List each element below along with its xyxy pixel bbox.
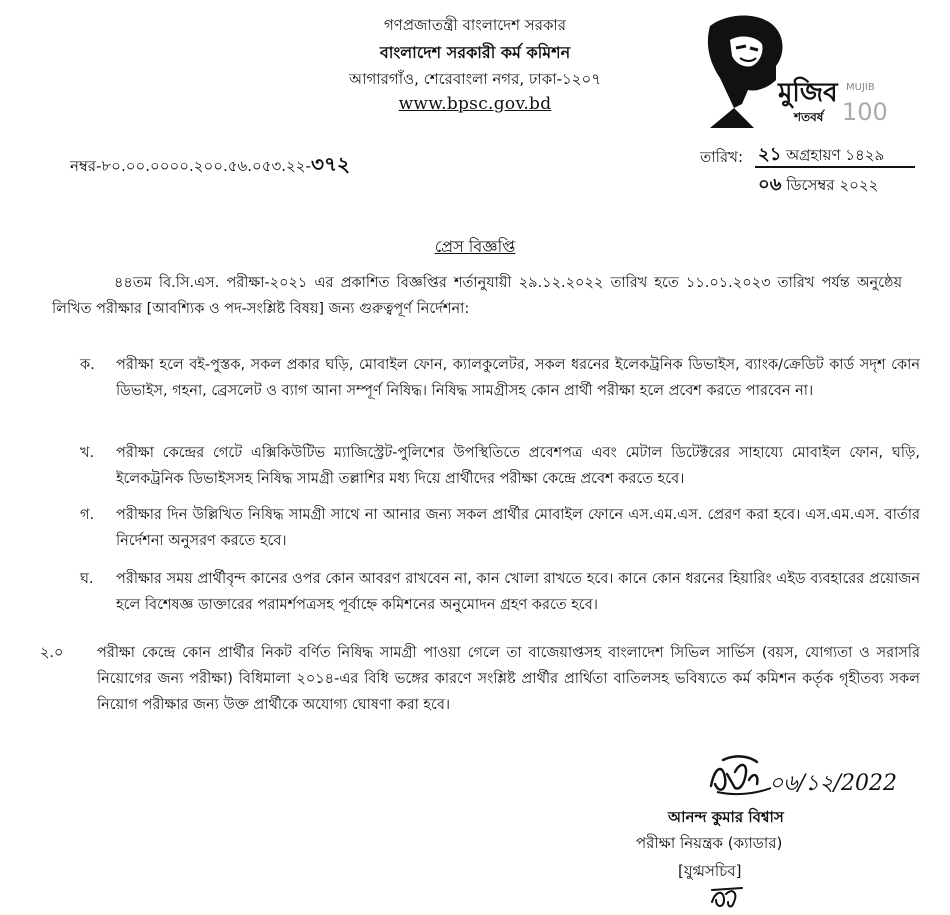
logo-number: 100 <box>842 98 888 126</box>
handwritten-signature <box>705 752 935 802</box>
commission-name: বাংলাদেশ সরকারী কর্ম কমিশন <box>379 43 571 62</box>
logo-text-en: MUJIB <box>846 82 875 93</box>
paragraph-text: পরীক্ষা কেন্দ্রে কোন প্রার্থীর নিকট বর্ণিত নিষিদ্ধ সামগ্রী পাওয়া গেলে তা বাজেয়াপ্তসহ বাংলাদেশ সিভিল সার্ভিস (বয়স, যোগ্যতা ও সরাসরি নিয়োগের জন্য পরীক্ষা) বিধিমালা ২০১৪-এর বিধি ভঙ্গের কারণে সংশ্লিষ্ট প্রার্থীর প্রার্থিতা বাতিলসহ ভবিষ্যতে কর্ম কমিশন কর্তৃক গৃহীতব্য সকল নিয়োগ পরীক্ষার জন্য উক্ত প্রার্থীকে অযোগ্য ঘোষণা করা হবে। <box>97 645 920 713</box>
paragraph-marker: ২.০ <box>40 645 64 661</box>
signature-date: ০৬/১২/2022 <box>769 771 898 796</box>
date-month-year-en: ডিসেম্বর ২০২২ <box>786 176 879 194</box>
date-divider <box>755 166 915 168</box>
signer-title: পরীক্ষা নিয়ন্ত্রক (ক্যাডার) <box>636 834 783 852</box>
commission-address: আগারগাঁও, শেরেবাংলা নগর, ঢাকা-১২০৭ <box>348 70 602 88</box>
date-label: তারিখ: <box>700 148 744 166</box>
initials-mark <box>708 884 748 912</box>
item-text: পরীক্ষা কেন্দ্রের গেটে এক্সিকিউটিভ ম্যাজিস্ট্রেট-পুলিশের উপস্থিতিতে প্রবেশপত্র এবং মেটাল ডিটেক্টরের সাহায্যে মোবাইল ফোন, ঘড়ি, ইলেকট্রনিক ডিভাইসসহ নিষিদ্ধ সামগ্রী তল্লাশির মধ্য দিয়ে প্রার্থীদের পরীক্ষা কেন্দ্রে প্রবেশ করতে হবে। <box>116 445 920 487</box>
instruction-item <box>80 566 920 618</box>
item-marker: খ. <box>80 445 95 461</box>
date-gregorian <box>758 170 878 201</box>
website-link[interactable]: www.bpsc.gov.bd <box>398 94 552 114</box>
instruction-item <box>80 502 920 554</box>
memo-number-handwritten: ৩৭২ <box>310 152 350 176</box>
intro-paragraph: ৪৪তম বি.সি.এস. পরীক্ষা-২০২১ এর প্রকাশিত বিজ্ঞপ্তির শর্তানুযায়ী ২৯.১২.২০২২ তারিখ হতে ১১.০১.২০২৩ তারিখ পর্যন্ত অনুষ্ঠেয় লিখিত পরীক্ষার [আবশ্যিক ও পদ-সংশ্লিষ্ট বিষয়] জন্য গুরুত্বপূর্ণ নির্দেশনা: <box>52 275 902 317</box>
mujib-100-logo <box>690 8 890 128</box>
item-marker: ক. <box>80 357 95 373</box>
logo-text-bn-sub: শতবর্ষ <box>794 110 824 124</box>
signer-name: আনন্দ কুমার বিশ্বাস <box>668 808 784 826</box>
item-marker: গ. <box>80 507 95 523</box>
logo-text-bn: মুজিব <box>778 78 838 108</box>
government-name: গণপ্রজাতন্ত্রী বাংলাদেশ সরকার <box>383 16 567 34</box>
signer-rank: [যুগ্মসচিব] <box>678 862 742 880</box>
item-text: পরীক্ষা হলে বই-পুস্তক, সকল প্রকার ঘড়ি, মোবাইল ফোন, ক্যালকুলেটর, সকল ধরনের ইলেকট্রনিক ডিভাইস, ব্যাংক/ক্রেডিট কার্ড সদৃশ কোন ডিভাইস, গহনা, ব্রেসলেট ও ব্যাগ আনা সম্পূর্ণ নিষিদ্ধ। নিষিদ্ধ সামগ্রীসহ কোন প্রার্থী পরীক্ষা হলে প্রবেশ করতে পারবেন না। <box>116 357 920 399</box>
press-release-title: প্রেস বিজ্ঞপ্তি <box>434 237 516 256</box>
date-month-year-bn: অগ্রহায়ণ ১৪২৯ <box>786 146 885 164</box>
instruction-item <box>80 440 920 492</box>
memo-number-printed: নম্বর-৮০.০০.০০০০.২০০.৫৬.০৫৩.২২- <box>70 157 311 175</box>
memo-number <box>70 150 350 183</box>
item-marker: ঘ. <box>80 571 94 587</box>
item-text: পরীক্ষার দিন উল্লিখিত নিষিদ্ধ সামগ্রী সাথে না আনার জন্য সকল প্রার্থীর মোবাইল ফোনে এস.এম.এস. প্রেরণ করা হবে। এস.এম.এস. বার্তার নির্দেশনা অনুসরণ করতে হবে। <box>116 507 920 549</box>
date-day-en: ০৬ <box>758 174 782 195</box>
instruction-item <box>80 352 920 404</box>
date-day-bn: ২১ <box>758 144 782 165</box>
paragraph-2 <box>40 640 920 718</box>
item-text: পরীক্ষার সময় প্রার্থীবৃন্দ কানের ওপর কোন আবরণ রাখবেন না, কান খোলা রাখতে হবে। কানে কোন ধরনের হিয়ারিং এইড ব্যবহারের প্রয়োজন হলে বিশেষজ্ঞ ডাক্তারের পরামর্শপত্রসহ পূর্বাহ্নে কমিশনের অনুমোদন গ্রহণ করতে হবে। <box>116 571 920 613</box>
date-block <box>700 140 915 195</box>
